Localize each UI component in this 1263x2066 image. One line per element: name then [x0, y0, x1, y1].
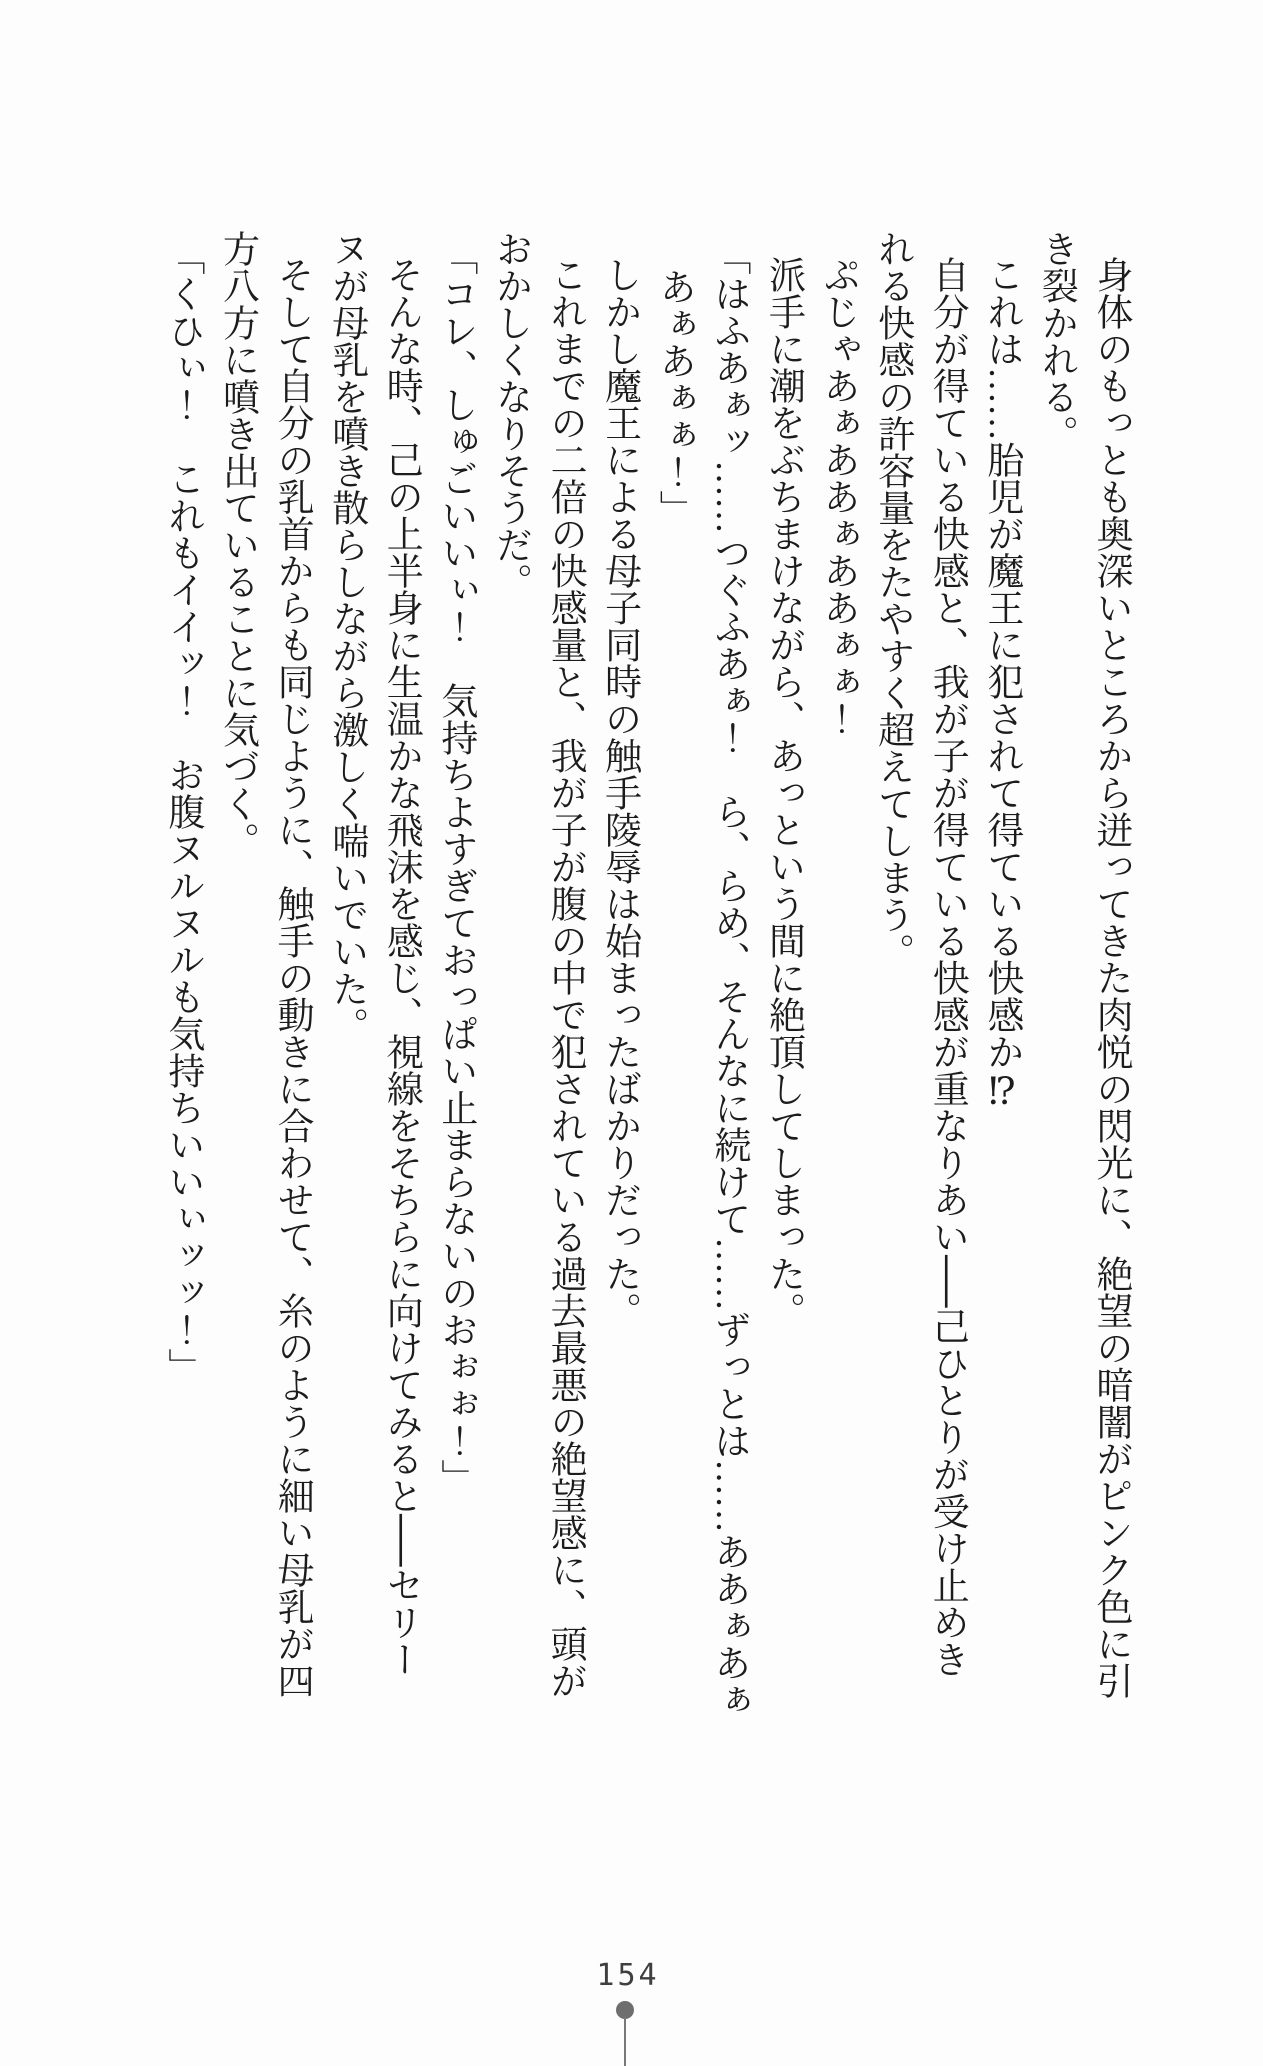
text-column: れる快感の許容量をたやすく超えてしまう。 — [871, 230, 913, 970]
text-column: これまでの二倍の快感量と、我が子が腹の中で犯されている過去最悪の絶望感に、頭が — [544, 256, 586, 1699]
text-column: あぁあぁぁ！」 — [653, 268, 695, 527]
text-column: ぷじゃあぁああぁああぁぁ！ — [817, 256, 859, 737]
footer-binding-line — [624, 2017, 626, 2066]
vertical-text-block — [154, 230, 1137, 1750]
text-column: しかし魔王による母子同時の触手陵辱は始まったばかりだった。 — [598, 256, 640, 1329]
text-column: 自分が得ている快感と、我が子が得ている快感が重なりあい──己ひとりが受け止めき — [926, 256, 968, 1678]
text-column: そんな時、己の上半身に生温かな飛沫を感じ、視線をそちらに向けてみると──セリー — [380, 256, 422, 1678]
text-column: 派手に潮をぶちまけながら、あっという間に絶頂してしまった。 — [762, 256, 804, 1329]
text-column: 「コレ、しゅごいいぃ！ 気持ちよすぎておっぱい止まらないのおぉぉ！」 — [434, 238, 476, 1496]
text-column: き裂かれる。 — [1035, 230, 1077, 452]
text-column: ヌが母乳を噴き散らしながら激しく喘いでいた。 — [325, 230, 367, 1044]
text-column: 身体のもっとも奥深いところから迸ってきた肉悦の閃光に、絶望の暗闇がピンク色に引 — [1090, 256, 1131, 1699]
text-column: 方八方に噴き出ていることに気づく。 — [216, 230, 258, 859]
text-column: 「くひぃ！ これもイイッ！ お腹ヌルヌルも気持ちいいぃッッ！」 — [161, 238, 203, 1385]
text-column: そして自分の乳首からも同じように、触手の動きに合わせて、糸のように細い母乳が四 — [271, 256, 313, 1699]
text-column: これは……胎児が魔王に犯されて得ている快感か⁉ — [980, 256, 1022, 1113]
page-number: 154 — [596, 1958, 660, 1993]
text-column: 「はふあぁッ……つぐふあぁ！ ら、らめ、そんなに続けて……ずっとは……ああぁあぁ — [707, 238, 749, 1718]
text-column: おかしくなりそうだ。 — [489, 230, 531, 600]
